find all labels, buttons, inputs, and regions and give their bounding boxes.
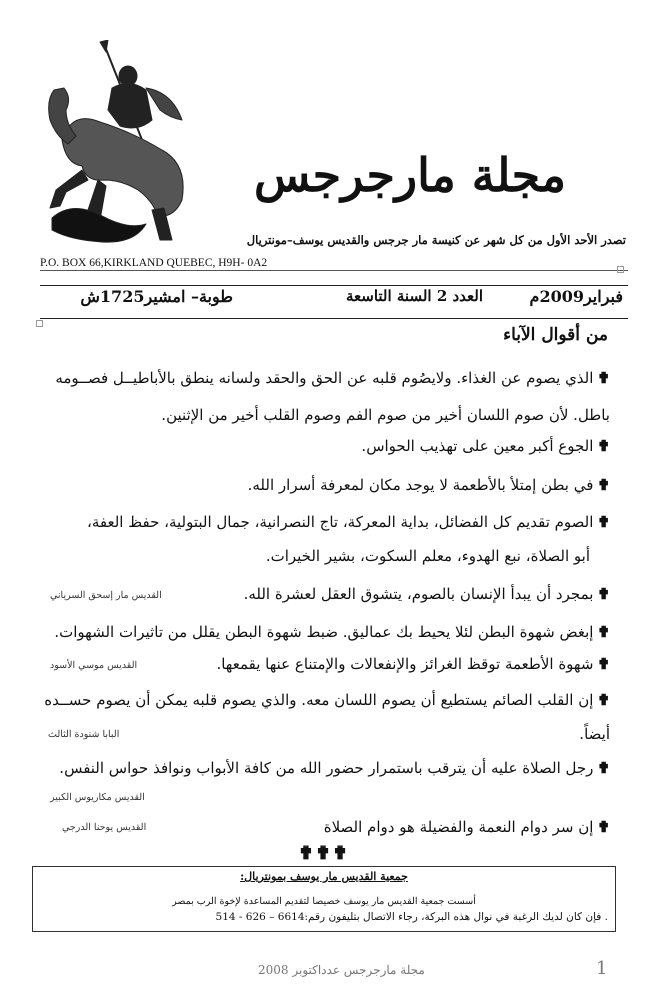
quote-text: شهوة الأطعمة توقظ الغرائز والإنفعالات والإمتناع عنها يقمعها. (216, 655, 594, 673)
association-description: أسست جمعية القديس مار يوسف خصيصا لتقديم المساعدة لإخوة الرب بمصر (172, 896, 476, 907)
coptic-date: طوبة– امشير1725ش (80, 287, 233, 306)
quote-line (38, 546, 590, 566)
quote-text: باطل. لأن صوم اللسان أخير من صوم الفم وصوم القلب أخير من الإثنين. (161, 406, 610, 424)
issue-rule-top (40, 285, 628, 286)
cross-icon: ✟ (597, 513, 610, 531)
cross-divider: ✟✟✟ (298, 843, 350, 864)
cross-icon: ✟ (597, 655, 610, 673)
quote-text: إبغض شهوة البطن لئلا يحيط بك عماليق. ضبط شهوة البطن يقلل من تاثيرات الشهوات. (54, 623, 594, 641)
page-footer: مجلة مارجرجس عدداكتوبر 2008 (258, 963, 425, 977)
issue-date: فبراير2009م (529, 287, 623, 306)
quote-text: إن القلب الصائم يستطيع أن يصوم اللسان معه. والذي يصوم قلبه يمكن أن يصوم حســده (44, 691, 594, 709)
quote-attribution: البابا شنودة الثالث (48, 729, 120, 740)
cross-icon: ✟ (597, 476, 610, 494)
quote-line (38, 690, 610, 710)
cross-icon: ✟ (597, 818, 610, 836)
quote-text: الجوع أكبر معين على تهذيب الحواس. (361, 437, 594, 455)
magazine-title: مجلة مارجرجس (253, 148, 566, 202)
association-title: جمعية القديس مار يوسف بمونتريال: (240, 870, 408, 883)
cross-icon: ✟ (597, 437, 610, 455)
quote-line (38, 622, 610, 642)
quote-text: الذي يصوم عن الغذاء. ولايصُوم قلبه عن الحق والحقد ولسانه ينطق بالأباطيــل فصــومه (55, 369, 594, 387)
quote-text: الصوم تقديم كل الفضائل، بداية المعركة، تاج النصرانية، جمال البتولية، حفظ العفة، (87, 513, 594, 531)
quote-line (38, 368, 610, 388)
frame-corner-mark (36, 320, 43, 327)
page-number: 1 (596, 958, 608, 979)
header-rule (40, 270, 628, 271)
quote-line (38, 724, 610, 744)
quote-line (38, 436, 610, 456)
cross-icon: ✟ (597, 691, 610, 709)
quote-attribution: القديس مار إسحق السرياني (50, 590, 162, 601)
postal-address: P.O. BOX 66,KIRKLAND QUEBEC, H9H- 0A2 (40, 257, 268, 269)
cross-icon: ✟ (597, 585, 610, 603)
cross-icon: ✟ (597, 369, 610, 387)
cross-icon: ✟ (597, 623, 610, 641)
quote-text: في بطن إمتلأ بالأطعمة لا يوجد مكان لمعرفة أسرار الله. (247, 476, 594, 494)
quote-text: أيضاً. (579, 725, 610, 743)
quote-text: رجل الصلاة عليه أن يترقب باستمرار حضور الله من كافة الأبواب ونوافذ حواس النفس. (59, 759, 594, 777)
st-george-logo (42, 40, 190, 245)
quote-text: بمجرد أن يبدأ الإنسان بالصوم، يتشوق العقل لعشرة الله. (243, 585, 594, 603)
association-contact: . فإن كان لديك الرغبة في نوال هذه البركة، رجاء الاتصال بتليفون رقم:6614 – 626 - 514 (215, 911, 608, 923)
issue-info-line (40, 287, 623, 315)
issue-rule-bottom (40, 318, 628, 319)
quote-attribution: القديس موسي الأسود (50, 660, 138, 671)
cross-icon: ✟ (597, 759, 610, 777)
section-title: من أقوال الآباء (503, 325, 608, 345)
issue-number: العدد 2 السنة التاسعة (345, 287, 483, 305)
quote-line (38, 512, 610, 532)
quote-line (38, 475, 610, 495)
quote-text: أبو الصلاة، نبع الهدوء، معلم السكوت، بشير الخيرات. (265, 547, 590, 565)
quote-attribution: القديس مكاريوس الكبير (50, 792, 145, 803)
quote-text: إن سر دوام النعمة والفضيلة هو دوام الصلاة (323, 818, 594, 836)
quote-attribution: القديس يوحنا الدرجي (62, 822, 147, 833)
quote-line (38, 758, 610, 778)
quote-line (38, 405, 610, 425)
frame-corner-mark (617, 266, 624, 273)
magazine-subtitle: تصدر الأحد الأول من كل شهر عن كنيسة مار جرجس والقديس يوسف–مونتريال (246, 233, 626, 247)
